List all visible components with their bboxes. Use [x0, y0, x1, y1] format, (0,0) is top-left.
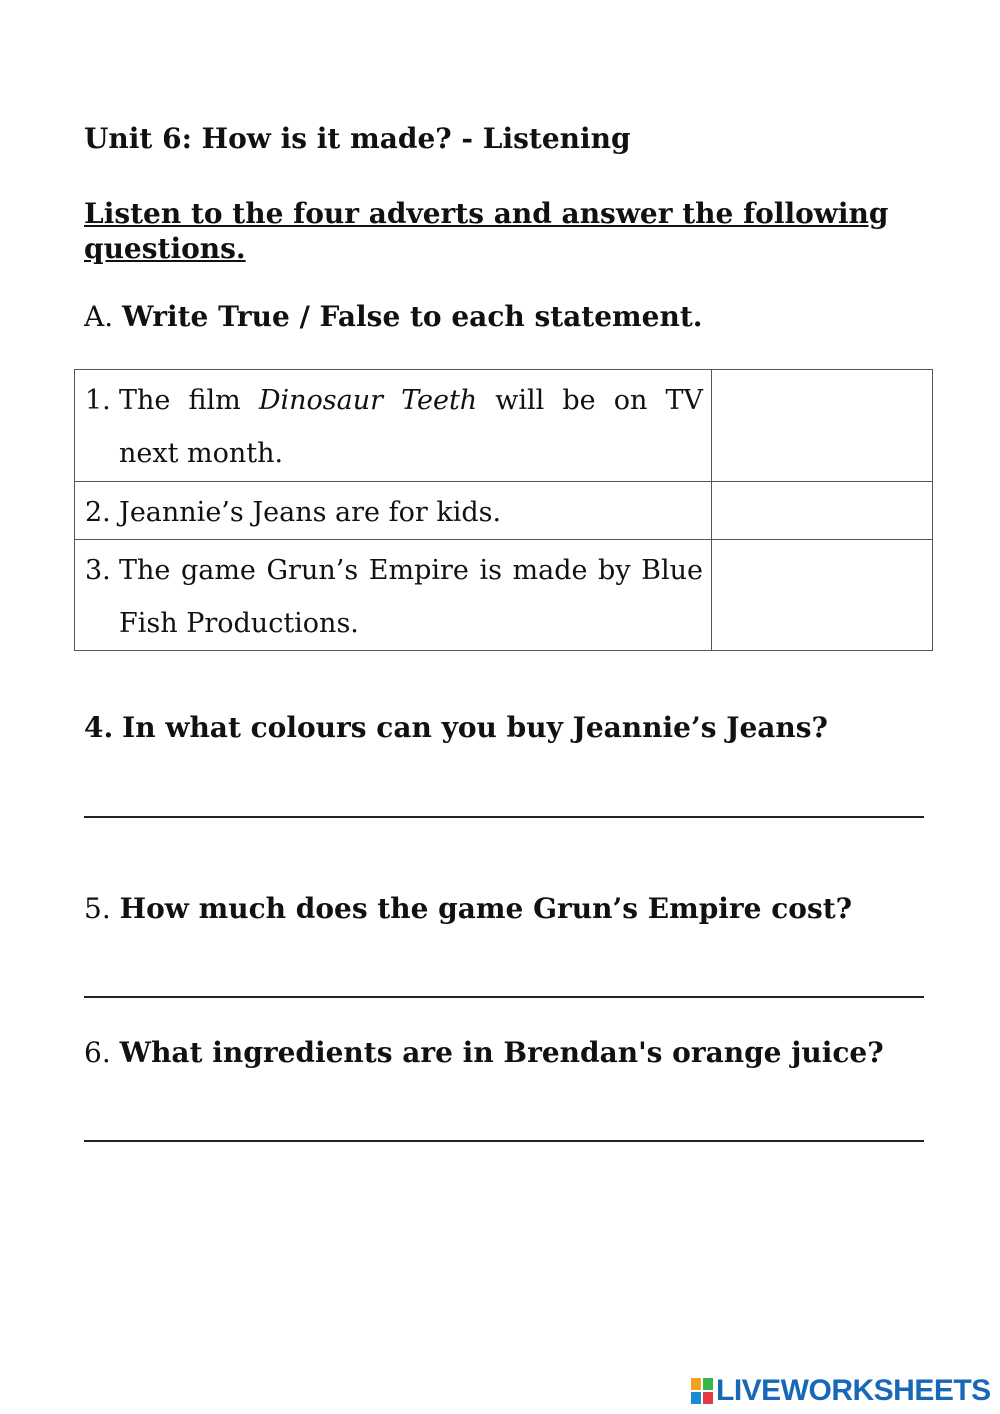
logo-text: LIVEWORKSHEETS: [716, 1374, 991, 1407]
answer-field-3[interactable]: [712, 540, 936, 652]
question-number: 5.: [84, 892, 111, 925]
question-text: How much does the game Grun’s Empire cost?: [119, 892, 853, 925]
statement-text: The game Grun’s Empire is made by Blue Fish Productions.: [119, 555, 703, 639]
answer-input-6[interactable]: [84, 1098, 928, 1140]
statement-cell: [75, 482, 712, 540]
section-a-heading: [84, 300, 703, 333]
answer-cell[interactable]: [712, 482, 933, 540]
answer-field-2[interactable]: [712, 482, 936, 541]
table-row: [75, 482, 933, 540]
answer-line-4[interactable]: [84, 816, 924, 818]
true-false-table: [74, 369, 933, 651]
statement-text: Jeannie’s Jeans are for kids.: [119, 497, 502, 528]
question-5: [84, 892, 852, 925]
statement-text: The film Dinosaur Teeth will be on TV next month.: [119, 385, 703, 469]
section-a-letter: A.: [84, 300, 114, 333]
question-6: [84, 1036, 884, 1069]
question-number: 6.: [84, 1036, 111, 1069]
instruction-text: Listen to the four adverts and answer the following questions.: [84, 197, 889, 265]
answer-line-5[interactable]: [84, 996, 924, 998]
question-4: [84, 711, 828, 744]
liveworksheets-logo: [691, 1374, 991, 1408]
question-number: 4.: [84, 711, 114, 744]
statement-number: 2.: [85, 497, 111, 528]
answer-line-6[interactable]: [84, 1140, 924, 1142]
answer-input-4[interactable]: [84, 774, 928, 816]
answer-cell[interactable]: [712, 370, 933, 482]
film-title: Dinosaur Teeth: [258, 385, 478, 416]
statement-number: 3.: [85, 555, 111, 586]
answer-cell[interactable]: [712, 540, 933, 651]
answer-input-5[interactable]: [84, 954, 928, 996]
logo-icon: [691, 1378, 713, 1404]
question-text: In what colours can you buy Jeannie’s Jeans?: [122, 711, 828, 744]
table-row: [75, 370, 933, 482]
answer-field-1[interactable]: [712, 370, 936, 483]
statement-cell: [75, 370, 712, 482]
question-text: What ingredients are in Brendan's orange juice?: [119, 1036, 884, 1069]
section-a-instruction: Write True / False to each statement.: [122, 300, 703, 333]
statement-cell: [75, 540, 712, 651]
statement-number: 1.: [85, 385, 111, 416]
worksheet-title: Unit 6: How is it made? - Listening: [84, 122, 631, 155]
table-row: [75, 540, 933, 651]
